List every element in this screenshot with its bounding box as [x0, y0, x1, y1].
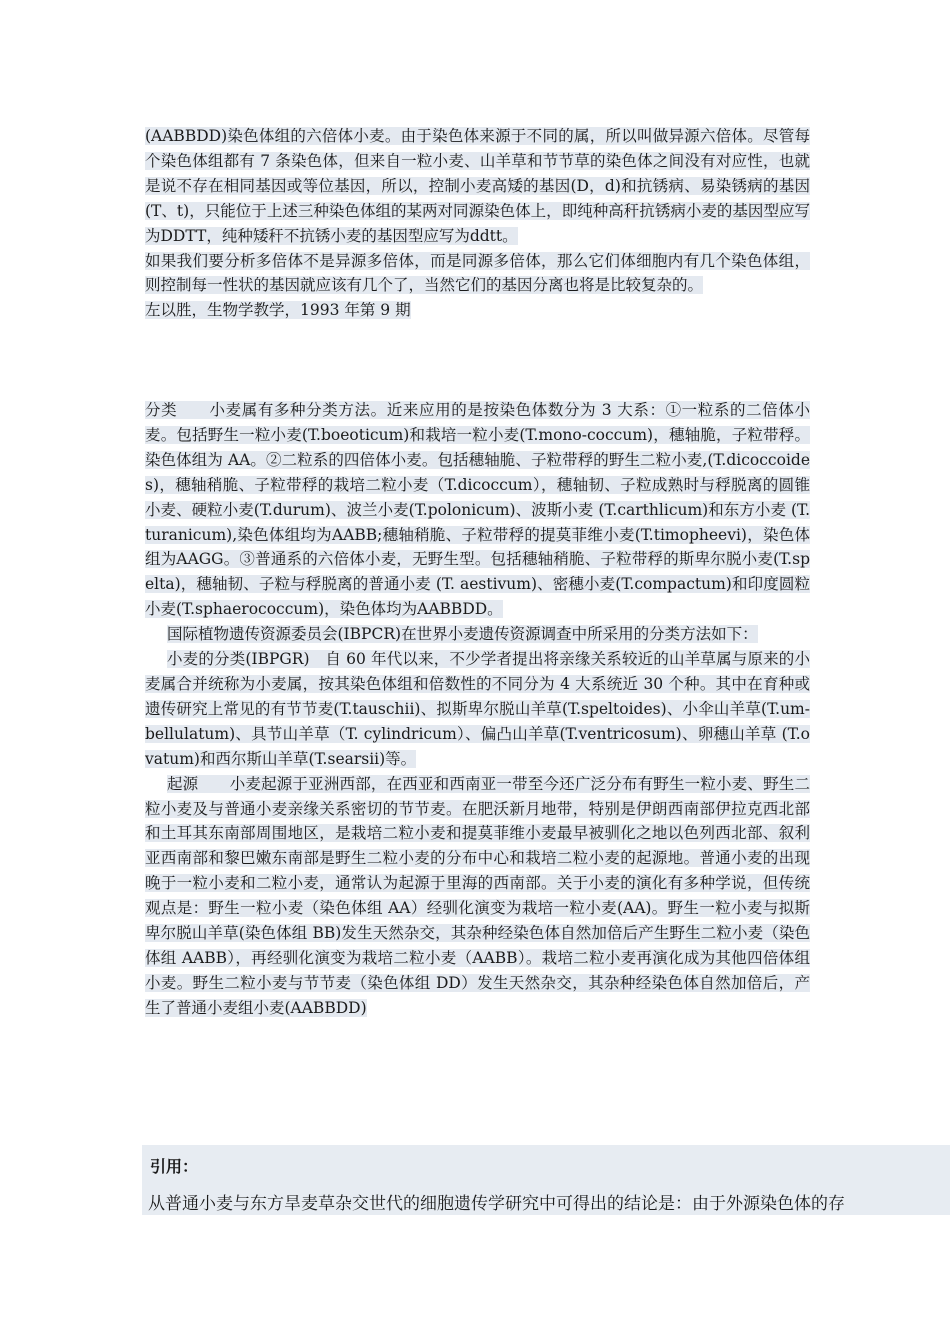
paragraph-allohexaploid: (AABBDD)染色体组的六倍体小麦。由于染色体来源于不同的属，所以叫做异源六倍体。尽管每个染色体组都有 7 条染色体，但来自一粒小麦、山羊草和节节草的染色体之间没有对应性，也就是说不存在相同基因或等位基因，所以，控制小麦高矮的基因(D，d)和抗锈病、易染锈病的基因(T、t)，只能位于上述三种染色体组的某两对同源染色体上，即纯种高秆抗锈病小麦的基因型应写为DDTT，纯种矮秆不抗锈小麦的基因型应写为ddtt。	[145, 127, 810, 245]
quote-box	[142, 1145, 950, 1215]
citation-source: 左以胜，生物学教学，1993 年第 9 期	[145, 301, 411, 320]
paragraph-ibpgr-classification: 小麦的分类(IBPGR) 自 60 年代以来，不少学者提出将亲缘关系较近的山羊草属与原来的小麦属合并统称为小麦属，按其染色体组和倍数性的不同分为 4 大系统近 30 个种。其中在育种或遗传研究上常见的有节节麦(T.tauschii)、拟斯卑尔脱山羊草(T.speltoides)、小伞山羊草(T.um-bellulatum)、具节山羊草（T. cylindricum）、偏凸山羊草(T.ventricosum)、卵穗山羊草 (T.ovatum)和西尔斯山羊草(T.searsii)等。	[145, 650, 810, 768]
article-section-classification	[145, 398, 810, 1021]
quote-label: 引用：	[150, 1157, 199, 1176]
paragraph-origin: 起源 小麦起源于亚洲西部，在西亚和西南亚一带至今还广泛分布有野生一粒小麦、野生二粒小麦及与普通小麦亲缘关系密切的节节麦。在肥沃新月地带，特别是伊朗西南部伊拉克西北部和土耳其东南部周围地区，是栽培二粒小麦和提莫菲维小麦最早被驯化之地以色列西北部、叙利亚西南部和黎巴嫩东南部是野生二粒小麦的分布中心和栽培二粒小麦的起源地。普通小麦的出现晚于一粒小麦和二粒小麦，通常认为起源于里海的西南部。关于小麦的演化有多种学说，但传统观点是：野生一粒小麦（染色体组 AA）经驯化演变为栽培一粒小麦(AA)。野生一粒小麦与拟斯卑尔脱山羊草(染色体组 BB)发生天然杂交，其杂种经染色体自然加倍后产生野生二粒小麦（染色体组 AABB），再经驯化演变为栽培二粒小麦（AABB）。栽培二粒小麦再演化成为其他四倍体组小麦。野生二粒小麦与节节麦（染色体组 DD）发生天然杂交，其杂种经染色体自然加倍后，产生了普通小麦组小麦(AABBDD)	[145, 774, 810, 1017]
paragraph-autopolyploid: 如果我们要分析多倍体不是异源多倍体，而是同源多倍体，那么它们体细胞内有几个染色体组，则控制每一性状的基因就应该有几个了，当然它们的基因分离也将是比较复杂的。	[145, 251, 810, 295]
quote-text: 从普通小麦与东方旱麦草杂交世代的细胞遗传学研究中可得出的结论是：由于外源染色体的存	[148, 1194, 845, 1214]
paragraph-classification: 分类 小麦属有多种分类方法。近来应用的是按染色体数分为 3 大系：①一粒系的二倍体小麦。包括野生一粒小麦(T.boeoticum)和栽培一粒小麦(T.mono-coccum)，穗轴脆，子粒带稃。染色体组为 AA。②二粒系的四倍体小麦。包括穗轴脆、子粒带稃的野生二粒小麦,(T.dicoccoides)，穗轴稍脆、子粒带稃的栽培二粒小麦（T.dicoccum），穗轴韧、子粒成熟时与稃脱离的圆锥小麦、硬粒小麦(T.durum)、波兰小麦(T.polonicum)、波斯小麦 (T.carthlicum)和东方小麦 (T.turanicum),染色体组均为AABB;穗轴稍脆、子粒带稃的提莫菲维小麦(T.timopheevi)，染色体组为AAGG。③普通系的六倍体小麦，无野生型。包括穗轴稍脆、子粒带稃的斯卑尔脱小麦(T.spelta)，穗轴韧、子粒与稃脱离的普通小麦 (T. aestivum)、密穗小麦(T.compactum)和印度圆粒小麦(T.sphaerococcum)，染色体均为AABBDD。	[145, 401, 810, 619]
paragraph-ibpcr: 国际植物遗传资源委员会(IBPCR)在世界小麦遗传资源调查中所采用的分类方法如下：	[167, 625, 758, 644]
article-section-genetics	[145, 124, 810, 323]
